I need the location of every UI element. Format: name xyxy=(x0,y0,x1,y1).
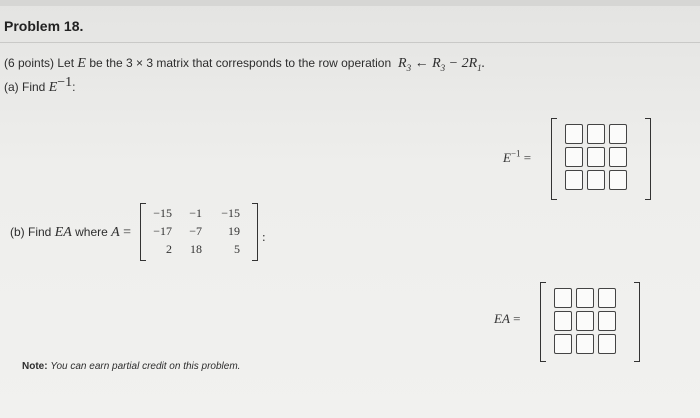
answer-box[interactable] xyxy=(609,124,627,144)
answer-box[interactable] xyxy=(598,311,616,331)
answer-box[interactable] xyxy=(609,147,627,167)
answer-box[interactable] xyxy=(587,147,605,167)
e-inverse-label: $E^{-1}$ = xyxy=(503,148,532,165)
right-bracket xyxy=(634,282,640,362)
left-bracket xyxy=(551,118,557,200)
matrix-cell: 19 xyxy=(228,224,240,238)
answer-box[interactable] xyxy=(576,334,594,354)
answer-box[interactable] xyxy=(587,170,605,190)
matrix-cell: −15 xyxy=(153,206,172,220)
answer-box[interactable] xyxy=(587,124,605,144)
e-inverse-answer-matrix xyxy=(551,118,651,200)
e-inverse-answer-grid xyxy=(565,124,627,190)
title-divider xyxy=(0,42,700,43)
answer-box[interactable] xyxy=(554,311,572,331)
answer-box[interactable] xyxy=(576,288,594,308)
answer-box[interactable] xyxy=(554,334,572,354)
answer-box[interactable] xyxy=(565,170,583,190)
answer-box[interactable] xyxy=(565,124,583,144)
matrix-cell: −7 xyxy=(189,224,202,238)
partial-credit-note: Note: You can earn partial credit on this problem. xyxy=(22,361,241,372)
answer-box[interactable] xyxy=(576,311,594,331)
right-bracket xyxy=(645,118,651,200)
left-bracket xyxy=(540,282,546,362)
answer-box[interactable] xyxy=(609,170,627,190)
ea-answer-matrix xyxy=(540,282,640,362)
ea-label: EA = xyxy=(494,311,521,326)
matrix-symbol-e: E xyxy=(77,56,86,71)
part-b-prompt: (b) Find EA where A = xyxy=(10,225,131,240)
matrix-cell: −15 xyxy=(221,206,240,220)
points-label: (6 points) xyxy=(4,56,55,70)
row-operation: $R_3$ ← $R_3 - 2R_1$. xyxy=(398,56,486,73)
part-a-prompt: (a) Find $E^{-1}$: xyxy=(4,75,76,95)
answer-box[interactable] xyxy=(554,288,572,308)
matrix-cell: −17 xyxy=(153,224,172,238)
matrix-a-colon: : xyxy=(262,229,266,244)
matrix-cell: 2 xyxy=(166,242,172,256)
problem-statement xyxy=(4,56,485,72)
statement-text: be the 3 × 3 matrix that corresponds to the row operation xyxy=(89,56,392,70)
matrix-cell: 5 xyxy=(234,242,240,256)
top-border xyxy=(0,0,700,6)
answer-box[interactable] xyxy=(565,147,583,167)
matrix-a xyxy=(140,203,258,261)
right-bracket xyxy=(252,203,258,261)
ea-answer-grid xyxy=(554,288,616,354)
answer-box[interactable] xyxy=(598,288,616,308)
matrix-cell: −1 xyxy=(189,206,202,220)
problem-title: Problem 18. xyxy=(4,18,84,34)
matrix-a-grid xyxy=(146,206,244,260)
answer-box[interactable] xyxy=(598,334,616,354)
statement-text: Let xyxy=(57,56,75,70)
matrix-cell: 18 xyxy=(190,242,202,256)
